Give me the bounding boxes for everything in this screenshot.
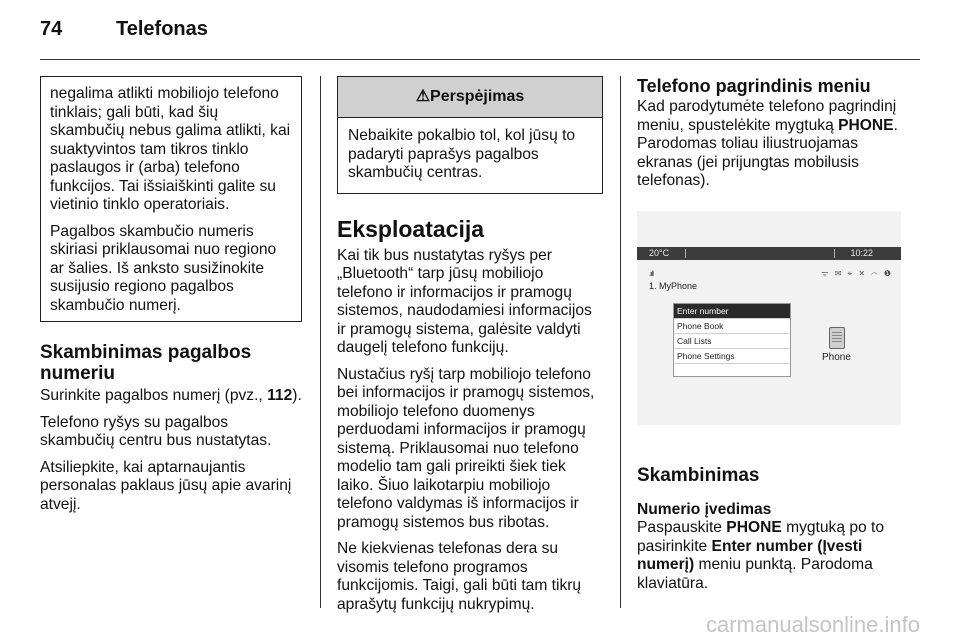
section-title-phone-menu: Telefono pagrindinis meniu [637,76,871,96]
warning-text: Nebaikite pokalbio tol, kol jūsų to padaryti paprašys pagalbos skambučių centras. [348,127,576,181]
paragraph: Kai tik bus nustatytas ryšys per „Bluetooth“ tarp jūsų mobiliojo telefono ir informacijos ir pramogų sistemos, naudodamiesi informacijos ir pramogų sistema, galėsite valdyti daugelį telefono funkcijų. [337,246,592,356]
text-run: Surinkite pagalbos numerį (pvz., [40,387,268,404]
menu-item-reference: Enter number (Įvesti numerį) [637,537,863,573]
paragraph: Ne kiekvienas telefonas dera su visomis telefono programos funkcijomis. Taigi, gali būti tam tikrų aprašytų funkcijų nukrypimų. [337,540,582,613]
phone-button-label: PHONE [726,519,782,536]
text-run: ). [292,387,302,404]
watermark: carmanualsonline.info [705,612,920,637]
warning-icon: ⚠ [415,88,431,105]
page-header [40,18,208,41]
status-divider [685,249,686,258]
menu-item-phone-book: Phone Book [674,319,790,334]
paragraph [637,98,903,191]
note-paragraph: negalima atlikti mobiliojo telefono tinklais; gali būti, kad šių skambučių nebus galima atlikti, kai suaktyvintos tam tikros tinklo paslaugos ir (arba) telefono funkcijos. Tai išsiaiškinti galite su vietinio tinklo operatoriais. [50,85,291,213]
menu-item-empty [674,364,790,376]
screen-clock: 10:22 [850,247,873,258]
text-run: . Parodomas toliau iliustruojamas ekranas (jei prijungtas mobilusis telefonas). [637,116,898,189]
paragraph [40,387,302,406]
column-divider [320,76,321,608]
phone-button-label: PHONE [838,116,894,134]
header-rule [40,59,920,60]
text-run: meniu punktą. Parodoma klaviatūra. [637,556,873,592]
paragraph: Telefono ryšys su pagalbos skambučių centru bus nustatytas. [40,413,272,449]
column-3 [637,76,903,601]
warning-header [338,77,602,118]
note-paragraph: Pagalbos skambučio numeris skiriasi priklausomai nuo regiono ar šalies. Iš anksto susižinokite susijusio regiono pagalbos skambučio numerį. [50,222,277,314]
subsection-title-number-entry: Numerio įvedimas [637,500,772,518]
warning-box [337,76,603,194]
paragraph: Nustačius ryšį tarp mobiliojo telefono bei informacijos ir pramogų sistemos, mobiliojo telefono duomenys perduodami informacijos ir pramogų sistemą. Priklausomai nuo telefono modelio tam gali prireikti šiek tiek laiko. Šiuo laikotarpiu mobiliojo telefono valdymas iš informacijos ir pramogų sistemos bus ribotas. [337,365,595,531]
warning-title: Perspėjimas [430,88,525,105]
text-run: Kad parodytumėte telefono pagrindinį meniu, spustelėkite mygtuką [637,98,897,134]
screen-temperature: 20°C [649,247,670,258]
phone-menu [673,303,791,377]
mobile-phone-icon [829,327,845,349]
text-run: mygtuką po to pasirinkite [637,519,885,555]
menu-item-phone-settings: Phone Settings [674,349,790,364]
connected-device-name: 1. MyPhone [649,280,698,291]
screen-status-bar [637,247,901,260]
phone-screen-illustration [637,211,901,425]
page-title: Telefonas [116,18,208,40]
column-2 [337,76,603,622]
status-divider [834,249,835,258]
column-divider [620,76,621,608]
paragraph: Atsiliepkite, kai aptarnaujantis personalas paklaus jūsų apie avarinį atvejį. [40,458,292,513]
column-1 [40,76,302,522]
text-run: Paspauskite [637,519,727,536]
page-number: 74 [40,18,63,40]
section-title-emergency-call: Skambinimas pagalbos numeriu [40,342,252,384]
menu-item-call-lists: Call Lists [674,334,790,349]
section-title-calling: Skambinimas [637,464,760,486]
status-icons: ᯤ ✉ ⌖ ✕ ⌒ ❶ [821,268,893,278]
section-title-operation: Eksploatacija [337,215,485,242]
emergency-number: 112 [267,387,293,404]
menu-item-enter-number: Enter number [674,304,790,319]
note-box [40,76,302,322]
paragraph [637,519,903,593]
phone-label: Phone [822,351,851,363]
signal-strength-icon: .ııll [649,270,653,278]
